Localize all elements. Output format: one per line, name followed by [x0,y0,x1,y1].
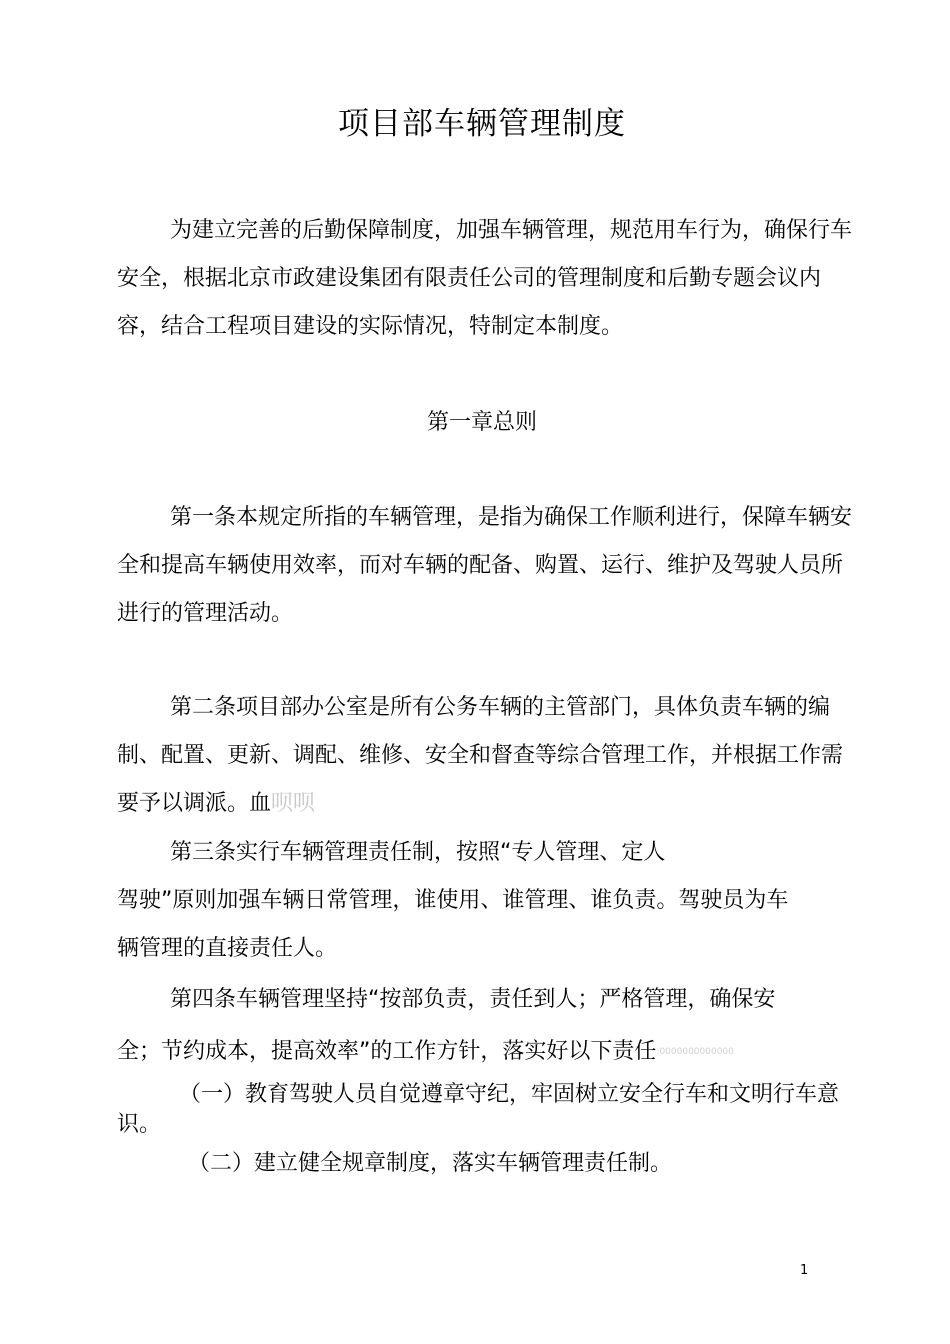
page-number: 1 [800,1263,809,1278]
intro-paragraph: 为建立完善的后勤保障制度，加强车辆管理，规范用车行为，确保行车安全，根据北京市政建设集团有限责任公司的管理制度和后勤专题会议内容，结合工程项目建设的实际情况，特制定本制度。 [117,218,853,339]
article-2-paragraph [117,684,852,828]
article-1-paragraph: 第一条本规定所指的车辆管理，是指为确保工作顺利进行，保障车辆安全和提高车辆使用效率，而对车辆的配备、购置、运行、维护及驾驶人员所进行的管理活动。 [117,505,853,626]
document-title: 项目部车辆管理制度 [338,106,626,142]
article-3-line-2: 驾驶”原则加强车辆日常管理，谁使用、谁管理、谁负责。驾驶员为车 [117,888,789,913]
article-2-text: 第二条项目部办公室是所有公务车辆的主管部门，具体负责车辆的编制、配置、更新、调配、维修、安全和督查等综合管理工作，并根据工作需要予以调派。 [117,695,844,816]
item-1-paragraph: （一）教育驾驶人员自觉遵章守纪，牢固树立安全行车和文明行车意识。 [117,1082,840,1137]
chapter-heading: 第一章总则 [426,410,537,435]
article-4-line-2 [117,1028,734,1076]
article-4-line-1: 第四条车辆管理坚持“按部负责，责任到人；严格管理，确保安 [170,987,776,1012]
item-2-line: （二）建立健全规章制度，落实车辆管理责任制。 [188,1151,673,1176]
article-3-line-3: 辆管理的直接责任人。 [117,936,338,961]
article-4-line-2-text: 全；节约成本，提高效率”的工作方针，落实好以下责任 [117,1039,657,1064]
article-4-artifact: :0000000000000 [656,1047,734,1057]
article-2-artifact-dark: 血 [249,791,272,816]
article-3-line-1: 第三条实行车辆管理责任制，按照“专人管理、定人 [170,840,666,865]
article-2-artifact-faint: 呗呗 [271,791,316,816]
